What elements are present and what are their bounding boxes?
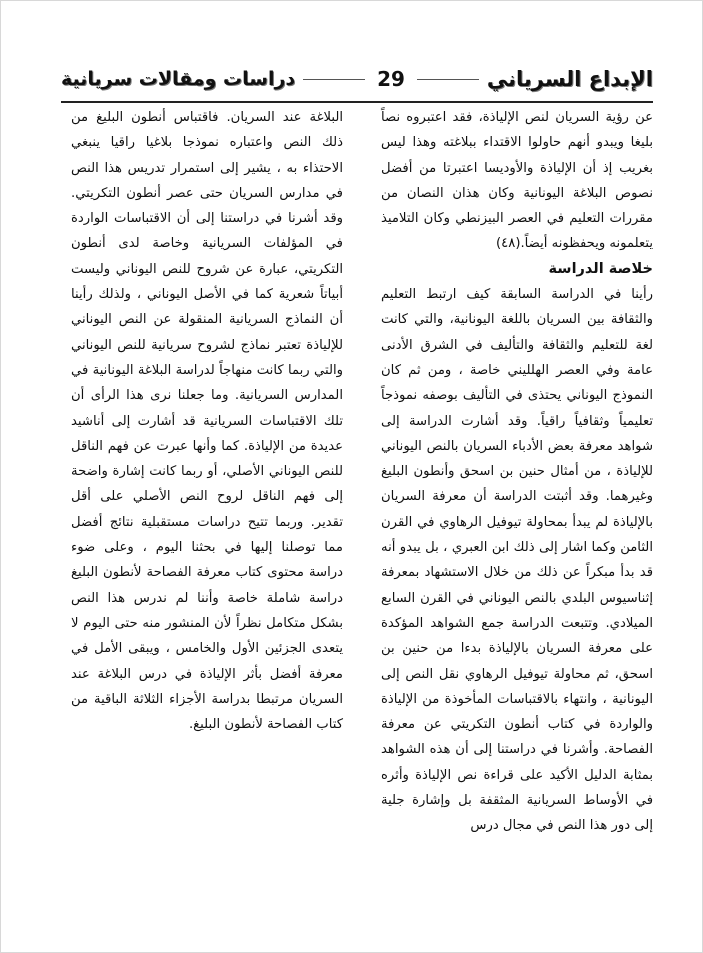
header-rule-right xyxy=(417,79,479,80)
header-rule-left xyxy=(303,79,365,80)
right-paragraph-2: رأينا في الدراسة السابقة كيف ارتبط التعليم والثقافة بين السريان باللغة اليونانية، والتي كانت لغة للتعليم والثقافة والتأليف في الشرق الأدنى عامة وفي العصر الهلليني خاصة ، ومن ثم كان النموذج اليوناني يحتذى في التأليف بوصفه نموذجاً تعليمياً وثقافياً راقياً. وقد أشارت الدراسة إلى شواهد معرفة بعض الأدباء السريان بالنص اليوناني للإلياذة ، من أمثال حنين بن اسحق وأنطون البليغ وغيرهما. وقد أثبتت الدراسة أن معرفة السريان بالإلياذة لم يبدأ بمحاولة تيوفيل الرهاوي في القرن الثامن وكما اشار إلى ذلك ابن العبري ، بل يبدو أنه قد بدأ مبكراً عن ذلك من خلال الاستشهاد بمعرفة إثناسيوس البلدي بالنص اليوناني في القرن السابع الميلادي. وتتبعت الدراسة جمع الشواهد المؤكدة على معرفة السريان بالإلياذة بدءا من حنين بن اسحق، ثم محاولة تيوفيل الرهاوي نقل النص إلى اليونانية ، وانتهاء بالاقتباسات المأخوذة من الإلياذة والواردة في كتاب أنطون التكريتي عن معرفة الفصاحة. وأشرنا في دراستنا إلى أن هذه الشواهد بمثابة الدليل الأكيد على قراءة نص الإلياذة وأثره في الأوساط السريانية المثقفة بل وإشارة جلية إلى دور هذا النص في مجال درس xyxy=(381,287,653,834)
conclusion-heading: خلاصة الدراسة xyxy=(548,260,653,277)
header-divider xyxy=(61,101,653,103)
left-column xyxy=(71,105,343,737)
magazine-title: الإبداع السرياني xyxy=(486,67,653,91)
running-header xyxy=(61,63,653,95)
right-column xyxy=(381,105,653,839)
page-number: 29 xyxy=(377,67,405,91)
section-title: دراسات ومقالات سريانية xyxy=(61,68,296,90)
left-paragraph-1: البلاغة عند السريان. فاقتباس أنطون البليغ من ذلك النص واعتباره نموذجا بلاغيا راقيا ينبغي الاحتذاء به ، يشير إلى استمرار تدريس هذا النص في مدارس السريان حتى عصر أنطون التكريتي. وقد أشرنا في دراستنا إلى أن الاقتباسات الواردة في المؤلفات السريانية وخاصة لدى أنطون التكريتي، عبارة عن شروح للنص اليوناني وليست أبياتاً شعرية كما في الأصل اليوناني ، ولذلك رأينا أن النماذج السريانية المنقولة عن النص اليوناني للإلياذة تعتبر نماذج لشروح سريانية للنص اليوناني والتي ربما كانت منهاجاً لدراسة البلاغة اليونانية في المدارس السريانية. وما جعلنا نرى هذا الرأى أن تلك الاقتباسات السريانية قد أشارت إلى أناشيد عديدة من الإلياذة. كما وأنها عبرت عن فهم الناقل للنص اليوناني الأصلي، أو ربما كانت إشارة واضحة إلى فهم الناقل لروح النص الأصلي على أقل تقدير. وربما تتيح دراسات مستقبلية نتائج أفضل مما توصلنا إليها في بحثنا اليوم ، وعلى ضوء دراسة محتوى كتاب معرفة الفصاحة لأنطون البليغ دراسة شاملة خاصة وأننا لم ندرس هذا النص بشكل متكامل نظراً لأن المنشور منه حتى اليوم لا يتعدى الجزئين الأول والخامس ، ويبقى الأمل في معرفة أفضل بأثر الإلياذة في درس البلاغة عند السريان مرتبطا بدراسة الأجزاء الثلاثة الباقية من كتاب الفصاحة لأنطون البليغ. xyxy=(71,110,343,733)
right-paragraph-1: عن رؤية السريان لنص الإلياذة، فقد اعتبروه نصاً بليغا ويبدو أنهم حاولوا الاقتداء ببلاغته وهذا ليس بغريب إذ أن الإلياذة والأوديسا اعتبرتا من أفضل نصوص البلاغة اليونانية وكان هذان النصان من مقررات التعليم في العصر البيزنطي وكان التلاميذ يتعلمونه ويحفظونه أيضاً.(٤٨) xyxy=(381,110,653,252)
